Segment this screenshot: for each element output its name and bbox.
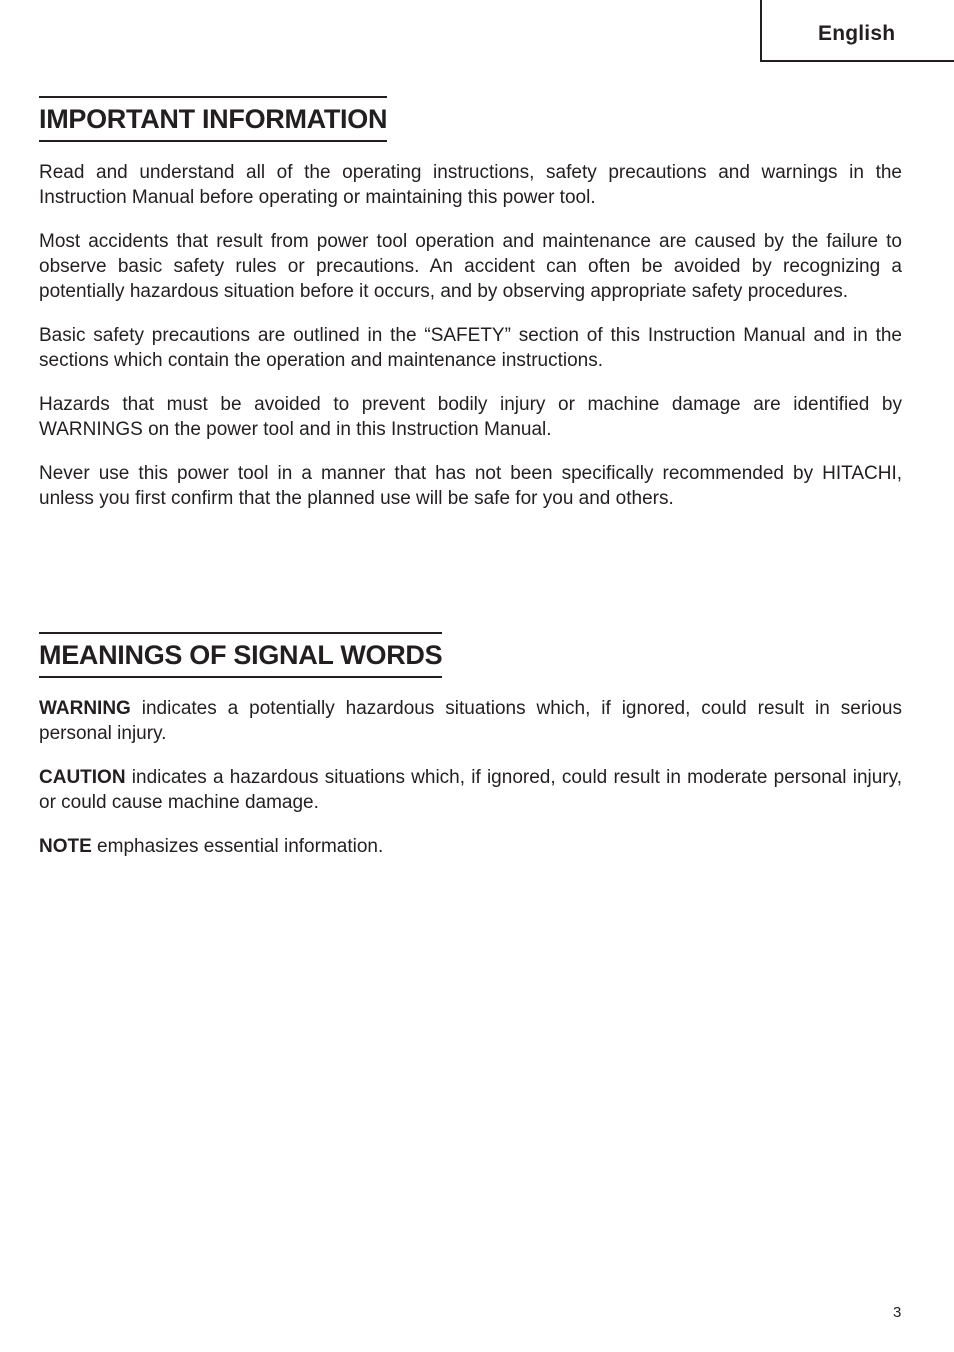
warning-term: WARNING <box>39 698 131 719</box>
signal-words-section <box>39 632 902 878</box>
important-paragraph-1: Read and understand all of the operating instructions, safety precautions and warnings in the Instruction Manual before operating or maintaining this power tool. <box>39 162 902 208</box>
language-label: English <box>818 22 896 45</box>
page-number: 3 <box>893 1304 902 1321</box>
caution-definition: indicates a hazardous situations which, if ignored, could result in moderate personal injury, or could cause machine damage. <box>39 767 902 813</box>
signal-words-heading: MEANINGS OF SIGNAL WORDS <box>39 632 442 678</box>
note-definition: emphasizes essential information. <box>91 836 384 857</box>
important-information-section <box>39 96 902 530</box>
warning-definition: indicates a potentially hazardous situations which, if ignored, could result in serious personal injury. <box>39 698 902 744</box>
important-paragraph-2: Most accidents that result from power tool operation and maintenance are caused by the failure to observe basic safety rules or precautions. An accident can often be avoided by recognizing a potentially hazardous situation before it occurs, and by observing appropriate safety procedures. <box>39 231 902 302</box>
important-paragraph-4: Hazards that must be avoided to prevent bodily injury or machine damage are identified by WARNINGS on the power tool and in this Instruction Manual. <box>39 394 902 440</box>
important-information-heading: IMPORTANT INFORMATION <box>39 96 387 142</box>
important-paragraph-5: Never use this power tool in a manner that has not been specifically recommended by HITACHI, unless you first confirm that the planned use will be safe for you and others. <box>39 463 902 509</box>
signal-word-note <box>39 834 902 859</box>
signal-word-caution <box>39 765 902 815</box>
important-paragraph-3: Basic safety precautions are outlined in the “SAFETY” section of this Instruction Manual and in the sections which contain the operation and maintenance instructions. <box>39 325 902 371</box>
signal-word-warning <box>39 696 902 746</box>
caution-term: CAUTION <box>39 767 126 788</box>
note-term: NOTE <box>39 836 92 857</box>
language-tab <box>760 0 954 62</box>
